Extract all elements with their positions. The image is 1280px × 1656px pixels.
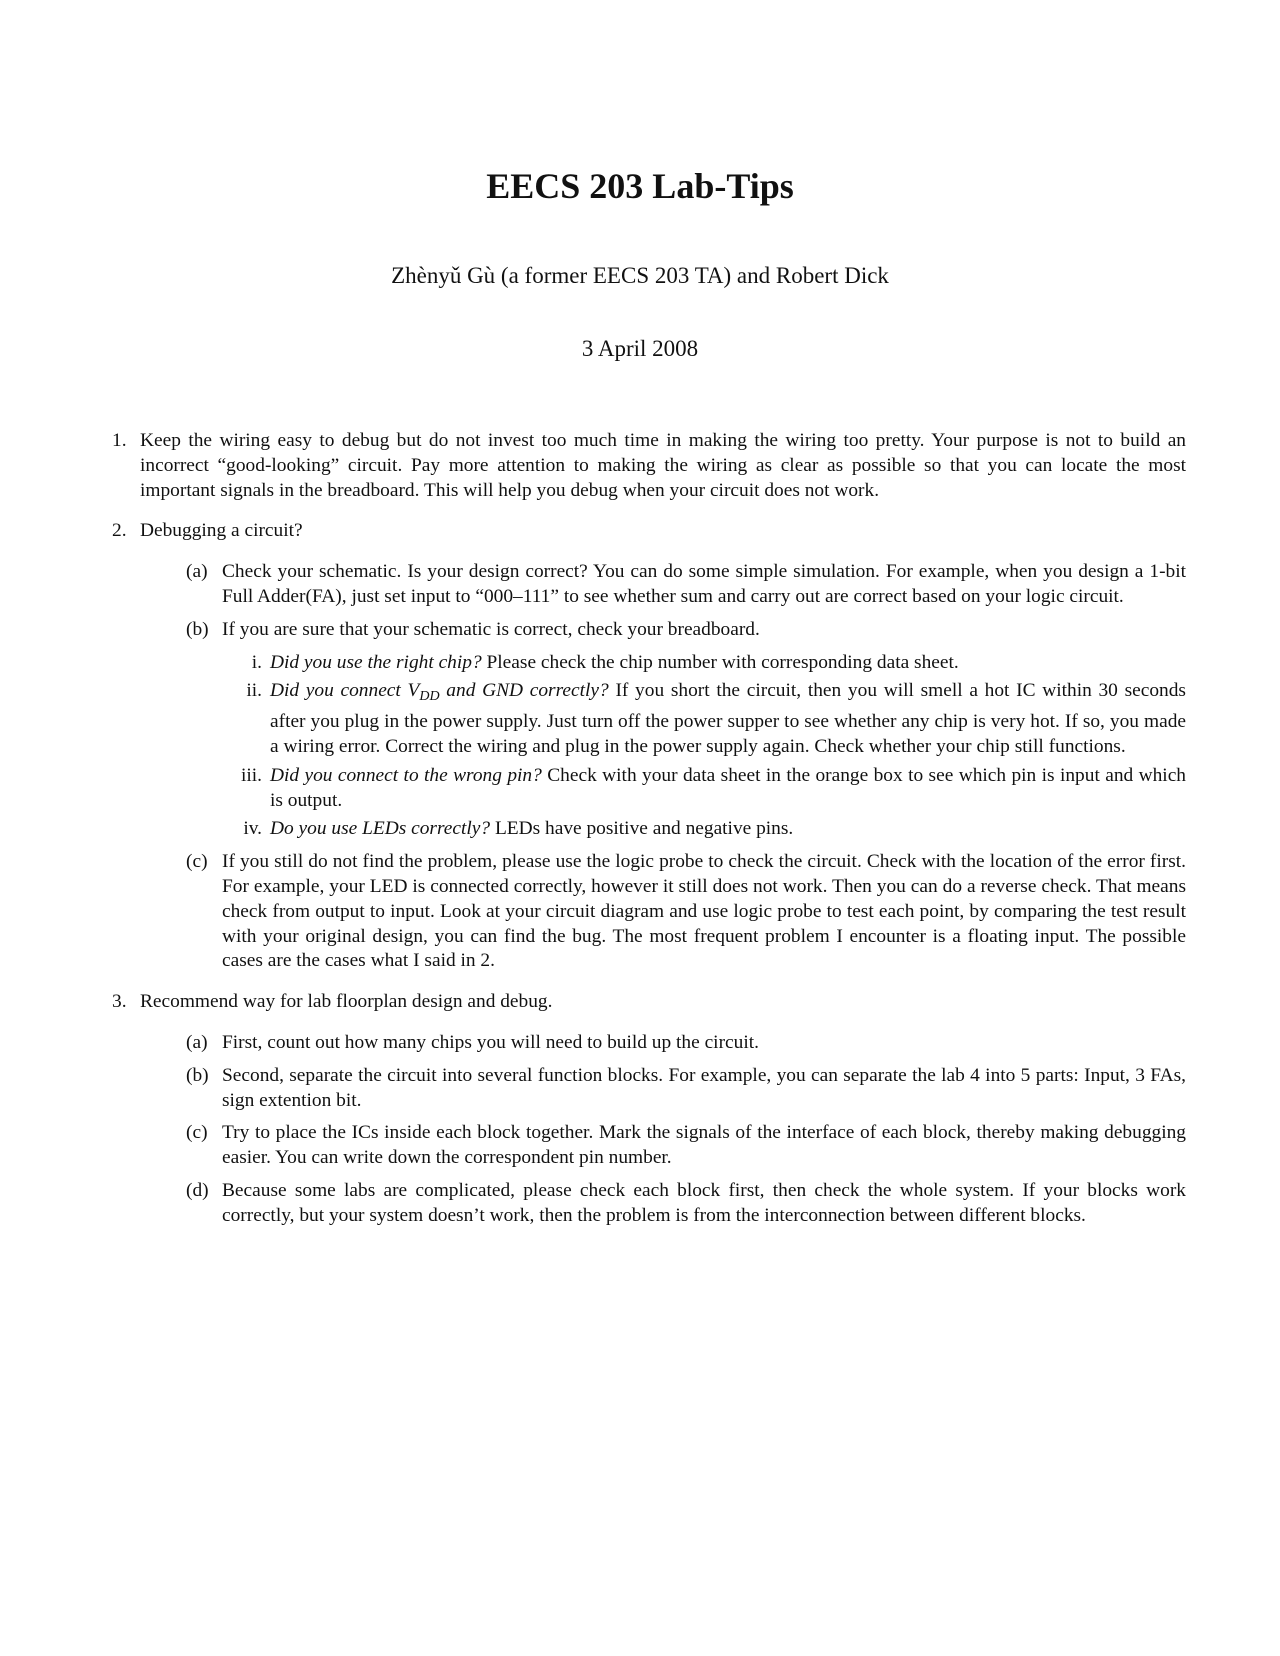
document-date: 3 April 2008 [581, 336, 699, 361]
sub-label: (d) [186, 1179, 209, 1201]
sub-list [186, 560, 1186, 974]
tip-item-1 [112, 429, 1186, 503]
sub-item-3c [186, 1121, 1186, 1171]
check-question: Do you use LEDs correctly? [270, 818, 491, 840]
check-text: Please check the chip number with corresponding data sheet. [486, 651, 959, 673]
sub-sub-item-iv [228, 817, 1186, 842]
sub-label: (c) [186, 851, 208, 873]
tip-item-2 [112, 519, 1186, 974]
sub-sub-list [228, 651, 1186, 843]
sub-sub-item-iii [228, 764, 1186, 814]
sub-text: Check your schematic. Is your design correct? You can do some simple simulation. For example, when you design a 1-bit Full Adder(FA), just set input to “000–111” to see whether sum and carry out are correct based on your logic circuit. [222, 561, 1186, 607]
sub-label: (a) [186, 561, 208, 583]
sub-item-2c [186, 850, 1186, 974]
question-post: and GND correctly? [439, 680, 609, 702]
sub-text: If you still do not find the problem, please use the logic probe to check the circuit. Check with the location of the error first. For example, your LED is connected correctly, however it still does not work. Then you can do a reverse check. That means check from output to input. Look at your circuit diagram and use logic probe to test each point, by comparing the test result with your original design, you can find the bug. The most frequent problem I encounter is a floating input. The possible cases are the cases what I said in 2. [222, 851, 1186, 972]
roman-label: iii. [240, 764, 262, 786]
sub-label: (c) [186, 1122, 208, 1144]
check-text: Check with your data sheet in the orange box to see which pin is input and which is output. [270, 764, 1186, 811]
check-item-body [228, 679, 1186, 759]
check-text: LEDs have positive and negative pins. [494, 818, 794, 840]
question-pre: Did you connect V [270, 680, 420, 702]
sub-item-3b [186, 1064, 1186, 1114]
tip-item-3 [112, 990, 1186, 1228]
roman-label: iv. [243, 818, 262, 840]
sub-text: Second, separate the circuit into several function blocks. For example, you can separate the lab 4 into 5 parts: Input, 3 FAs, sign extention bit. [222, 1064, 1186, 1111]
sub-item-2b [186, 618, 1186, 842]
sub-label: (a) [186, 1031, 208, 1053]
tip-text: Debugging a circuit? [140, 520, 303, 542]
sub-text: Try to place the ICs inside each block together. Mark the signals of the interface of each block, thereby making debugging easier. You can write down the correspondent pin number. [222, 1122, 1186, 1169]
sub-sub-item-i [228, 651, 1186, 676]
check-item-body [228, 817, 1186, 842]
check-question [270, 680, 609, 705]
check-question: Did you connect to the wrong pin? [270, 764, 542, 786]
tip-number: 1. [112, 430, 127, 451]
check-question: Did you use the right chip? [270, 651, 482, 673]
check-text: If you short the circuit, then you will smell a hot IC within 30 seconds after you plug in the power supply. Just turn off the power supper to see whether any chip is very hot. If so, you made a wiring error. Correct the wiring and plug in the power supply again. Check whether your chip still functions. [270, 680, 1186, 757]
roman-label: ii. [246, 680, 262, 702]
sub-item-3d [186, 1179, 1186, 1229]
sub-text: Because some labs are complicated, please check each block first, then check the whole system. If your blocks work correctly, but your system doesn’t work, then the problem is from the interconnection between different blocks. [222, 1179, 1186, 1226]
roman-label: i. [251, 651, 262, 673]
sub-text: If you are sure that your schematic is correct, check your breadboard. [222, 618, 760, 640]
check-item-body [228, 651, 1186, 676]
sub-label: (b) [186, 1064, 209, 1086]
vdd-subscript: DD [419, 689, 440, 705]
tip-text: Keep the wiring easy to debug but do not invest too much time in making the wiring too pretty. Your purpose is not to build an incorrect “good-looking” circuit. Pay more attention to making the wiring as clear as possible so that you can locate the most important signals in the breadboard. This will help you debug when your circuit does not work. [140, 430, 1186, 501]
sub-text: First, count out how many chips you will need to build up the circuit. [222, 1031, 759, 1053]
sub-label: (b) [186, 618, 209, 640]
sub-sub-item-ii [228, 679, 1186, 759]
sub-list [186, 1031, 1186, 1229]
check-item-body [228, 764, 1186, 814]
document-title: EECS 203 Lab-Tips [486, 166, 794, 206]
tips-list [112, 429, 1186, 1245]
tip-number: 3. [112, 991, 127, 1013]
document-authors: Zhènyǔ Gù (a former EECS 203 TA) and Robert Dick [391, 263, 889, 288]
sub-item-3a [186, 1031, 1186, 1056]
sub-item-2a [186, 560, 1186, 610]
tip-number: 2. [112, 520, 127, 542]
tip-text: Recommend way for lab floorplan design and debug. [140, 991, 553, 1013]
